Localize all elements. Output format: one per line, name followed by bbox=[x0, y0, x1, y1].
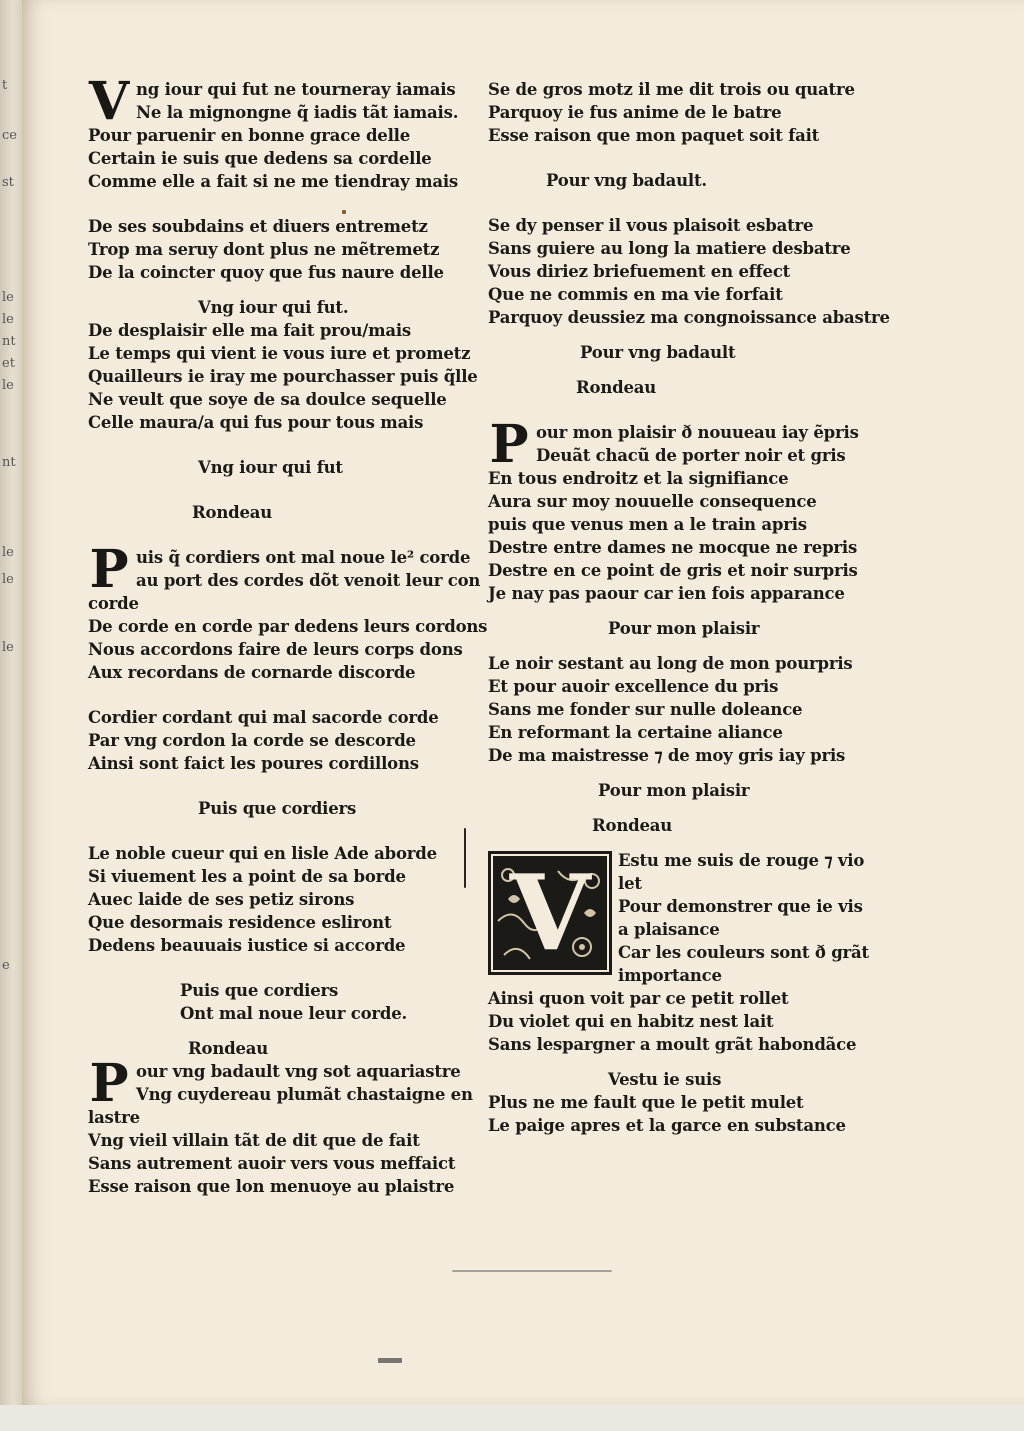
verse-line: puis que venus men a le train apris bbox=[488, 515, 807, 534]
margin-fragment: ce bbox=[2, 128, 17, 143]
verse-line: Ne la mignongne q̃ iadis tãt iamais. bbox=[136, 103, 459, 122]
drop-cap: P bbox=[89, 539, 129, 600]
verse-line: Cordier cordant qui mal sacorde corde bbox=[88, 708, 439, 727]
verse-line: Aux recordans de cornarde discorde bbox=[88, 663, 416, 682]
margin-fragment: nt bbox=[2, 334, 16, 349]
refrain: Pour mon plaisir bbox=[598, 781, 750, 800]
verse-line: Je nay pas paour car ien fois apparance bbox=[488, 584, 845, 603]
verse-line: Pour demonstrer que ie vis bbox=[618, 897, 863, 916]
margin-fragment: t bbox=[2, 78, 8, 93]
verse-line: corde bbox=[88, 594, 139, 613]
verse-line: Deuãt chacũ de porter noir et gris bbox=[536, 446, 846, 465]
verse-line: importance bbox=[618, 966, 722, 985]
right-column bbox=[488, 78, 890, 1137]
verse-line: De ma maistresse ⁊ de moy gris iay pris bbox=[488, 746, 846, 765]
refrain: Ont mal noue leur corde. bbox=[180, 1004, 408, 1023]
verse-line: Estu me suis de rouge ⁊ vio bbox=[618, 851, 865, 870]
verse-line: De desplaisir elle ma fait prou/mais bbox=[88, 321, 411, 340]
verse-line: Parquoy ie fus anime de le batre bbox=[488, 103, 782, 122]
verse-line: Du violet qui en habitz nest lait bbox=[488, 1012, 774, 1031]
verse-line: Ainsi sont faict les poures cordillons bbox=[88, 754, 419, 773]
verse-line: En tous endroitz et la signifiance bbox=[488, 469, 789, 488]
left-column bbox=[88, 71, 488, 1198]
verse-line: Sans guiere au long la matiere desbatre bbox=[488, 239, 851, 258]
poem-5 bbox=[488, 849, 868, 1137]
margin-fragment: le bbox=[2, 312, 14, 327]
verse-line: Destre en ce point de gris et noir surpris bbox=[488, 561, 858, 580]
ink-mark bbox=[452, 1270, 612, 1272]
verse-line: Sans lespargner a moult grãt habondãce bbox=[488, 1035, 857, 1054]
verse-line: Que ne commis en ma vie forfait bbox=[488, 285, 783, 304]
verse-line: ng iour qui fut ne tourneray iamais bbox=[136, 80, 456, 99]
ink-mark bbox=[378, 1358, 402, 1363]
verse-line: Nous accordons faire de leurs corps dons bbox=[88, 640, 463, 659]
verse-line: Esse raison que lon menuoye au plaistre bbox=[88, 1177, 455, 1196]
poem-3 bbox=[88, 1053, 473, 1198]
margin-fragment: le bbox=[2, 378, 14, 393]
section-heading: Rondeau bbox=[192, 503, 273, 522]
verse-line: let bbox=[618, 874, 642, 893]
verse-line: Esse raison que mon paquet soit fait bbox=[488, 126, 820, 145]
refrain: Puis que cordiers bbox=[180, 981, 339, 1000]
section-heading: Rondeau bbox=[576, 378, 657, 397]
verse-line: Le noir sestant au long de mon pourpris bbox=[488, 654, 853, 673]
verse-line: Se dy penser il vous plaisoit esbatre bbox=[488, 216, 814, 235]
book-page bbox=[22, 0, 1024, 1405]
verse-line: Vng vieil villain tãt de dit que de fait bbox=[88, 1131, 420, 1150]
adjacent-page-edge bbox=[0, 0, 22, 1431]
verse-line: Aura sur moy nouuelle consequence bbox=[488, 492, 817, 511]
section-heading: Rondeau bbox=[188, 1039, 269, 1058]
verse-line: Ne veult que soye de sa doulce sequelle bbox=[88, 390, 447, 409]
refrain: Pour mon plaisir bbox=[608, 619, 760, 638]
verse-line: Sans me fonder sur nulle doleance bbox=[488, 700, 803, 719]
poem-2 bbox=[88, 539, 488, 1060]
drop-cap: P bbox=[89, 1053, 129, 1114]
verse-line: our vng badault vng sot aquariastre bbox=[136, 1062, 461, 1081]
verse-line: Et pour auoir excellence du pris bbox=[488, 677, 779, 696]
verse-line: our mon plaisir ð nouueau iay ẽpris bbox=[536, 423, 859, 442]
verse-line: Que desormais residence esliront bbox=[88, 913, 392, 932]
ink-mark bbox=[464, 828, 466, 888]
verse-line: Sans autrement auoir vers vous meffaict bbox=[88, 1154, 456, 1173]
verse-line: lastre bbox=[88, 1108, 140, 1127]
verse-line: Plus ne me fault que le petit mulet bbox=[488, 1093, 804, 1112]
verse-line: De ses soubdains et diuers entremetz bbox=[88, 217, 428, 236]
margin-fragment: e bbox=[2, 958, 10, 973]
scan-background bbox=[0, 1405, 1024, 1431]
verse-line: Si viuement les a point de sa borde bbox=[88, 867, 406, 886]
verse-line: Ainsi quon voit par ce petit rollet bbox=[488, 989, 789, 1008]
margin-fragment: et bbox=[2, 356, 15, 371]
verse-line: a plaisance bbox=[618, 920, 720, 939]
verse-line: En reformant la certaine aliance bbox=[488, 723, 783, 742]
section-heading: Rondeau bbox=[592, 816, 673, 835]
verse-line: au port des cordes dõt venoit leur con bbox=[136, 571, 481, 590]
margin-fragment: le bbox=[2, 290, 14, 305]
verse-line: Par vng cordon la corde se descorde bbox=[88, 731, 416, 750]
verse-line: Quailleurs ie iray me pourchasser puis q̃lle bbox=[88, 367, 478, 386]
verse-line: Destre entre dames ne mocque ne repris bbox=[488, 538, 858, 557]
verse-line: Vous diriez briefuement en effect bbox=[488, 262, 791, 281]
refrain: Pour vng badault. bbox=[546, 171, 707, 190]
refrain: Vng iour qui fut bbox=[198, 458, 343, 477]
verse-line: Le paige apres et la garce en substance bbox=[488, 1116, 846, 1135]
margin-fragment: le bbox=[2, 572, 14, 587]
poem-1 bbox=[88, 71, 478, 546]
verse-line: Certain ie suis que dedens sa cordelle bbox=[88, 149, 432, 168]
refrain: Vestu ie suis bbox=[608, 1070, 722, 1089]
verse-line: Parquoy deussiez ma congnoissance abastre bbox=[488, 308, 890, 327]
margin-fragment: nt bbox=[2, 455, 16, 470]
verse-line: Car les couleurs sont ð grãt bbox=[618, 943, 869, 962]
verse-line: Celle maura/a qui fus pour tous mais bbox=[88, 413, 424, 432]
verse-line: De la coincter quoy que fus naure delle bbox=[88, 263, 444, 282]
poem-3-continued bbox=[488, 78, 890, 421]
verse-line: Comme elle a fait si ne me tiendray mais bbox=[88, 172, 459, 191]
refrain: Vng iour qui fut. bbox=[198, 298, 349, 317]
refrain: Puis que cordiers bbox=[198, 799, 357, 818]
verse-line: Auec laide de ses petiz sirons bbox=[88, 890, 355, 909]
verse-line: Se de gros motz il me dit trois ou quatre bbox=[488, 80, 855, 99]
woodcut-initial bbox=[488, 851, 612, 975]
verse-line: Pour paruenir en bonne grace delle bbox=[88, 126, 411, 145]
verse-line: uis q̃ cordiers ont mal noue le² corde bbox=[136, 548, 471, 567]
verse-line: Le temps qui vient ie vous iure et prometz bbox=[88, 344, 471, 363]
margin-fragment: le bbox=[2, 640, 14, 655]
verse-line: Dedens beauuais iustice si accorde bbox=[88, 936, 406, 955]
poem-4 bbox=[488, 414, 868, 849]
refrain: Pour vng badault bbox=[580, 343, 736, 362]
drop-cap: P bbox=[489, 414, 529, 475]
margin-fragment: le bbox=[2, 545, 14, 560]
verse-line: Le noble cueur qui en lisle Ade aborde bbox=[88, 844, 437, 863]
margin-fragment: st bbox=[2, 175, 14, 190]
ink-mark bbox=[342, 210, 346, 214]
verse-line: Vng cuydereau plumãt chastaigne en bbox=[136, 1085, 473, 1104]
drop-cap: V bbox=[509, 851, 591, 974]
drop-cap: V bbox=[88, 71, 130, 132]
verse-line: Trop ma seruy dont plus ne mẽtremetz bbox=[88, 240, 440, 259]
verse-line: De corde en corde par dedens leurs cordons bbox=[88, 617, 488, 636]
